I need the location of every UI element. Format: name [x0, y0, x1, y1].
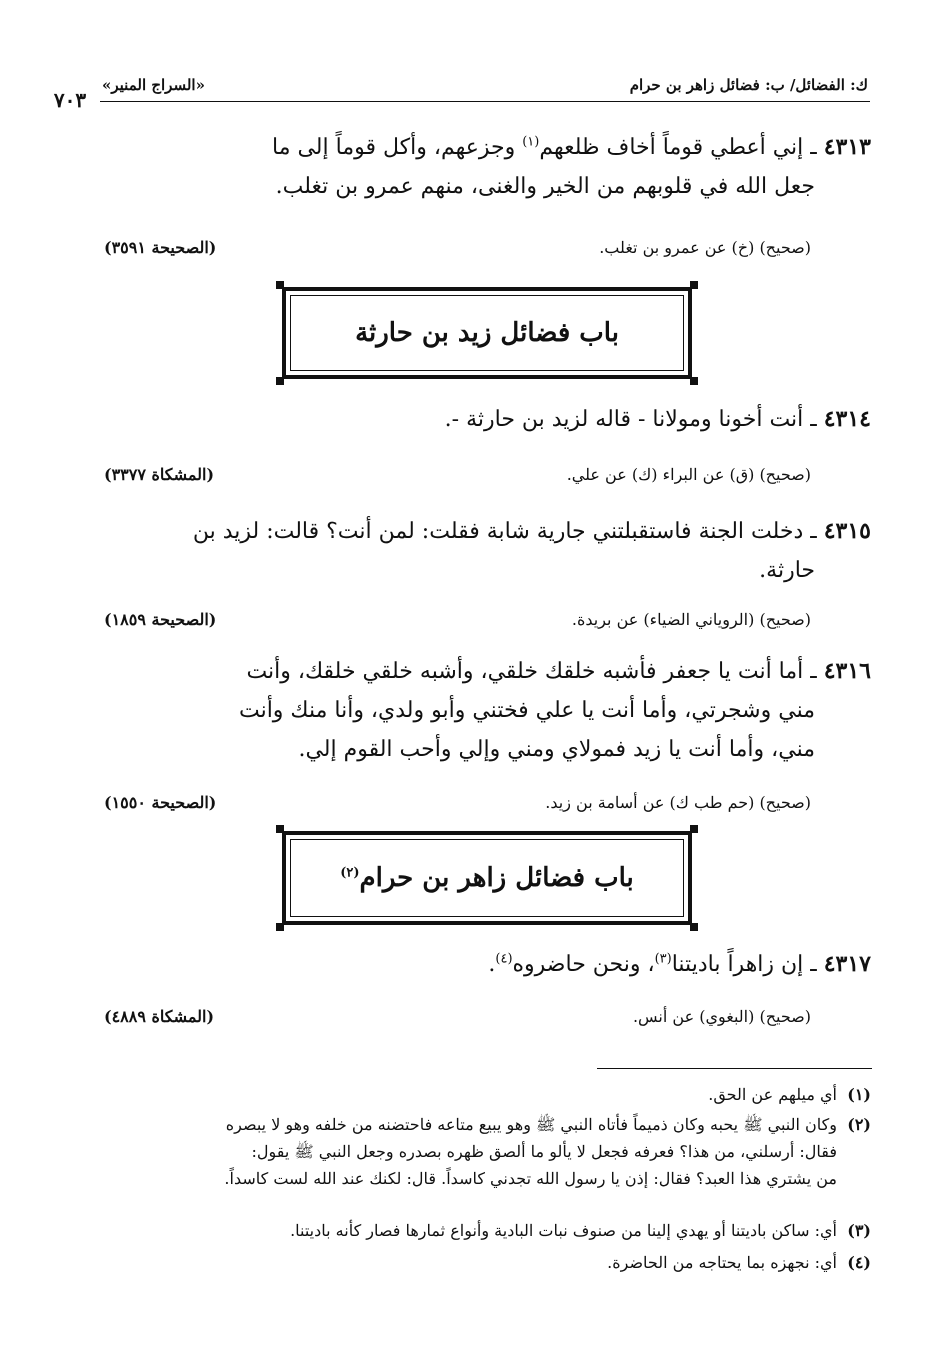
footnote-number: (٢): [847, 1115, 871, 1134]
hadith-text: ، ونحن حاضروه: [512, 952, 655, 977]
chapter-heading: [290, 295, 684, 371]
footnote-text-continued: فقال: أرسلني، من هذا؟ فعرفه فجعل لا يألو ما ألصق ظهره بصدره وجعل النبي ﷺ يقول:: [251, 1142, 837, 1161]
chapter-title: باب فضائل زيد بن حارثة: [355, 318, 619, 348]
footnote-3: [101, 1217, 871, 1244]
box-corner-ornament: [276, 825, 284, 833]
hadith-text: .: [488, 952, 496, 977]
header-chapter: ك: الفضائل/ ب: فضائل زاهر بن حرام: [629, 76, 868, 94]
hadith-number: ٤٣١٦: [823, 658, 871, 684]
box-corner-ornament: [276, 377, 284, 385]
box-corner-ornament: [690, 281, 698, 289]
footnote-1: [101, 1081, 871, 1108]
hadith-4317: [101, 945, 871, 984]
hadith-4313: [101, 128, 871, 206]
footnote-2: [101, 1111, 871, 1192]
box-corner-ornament: [276, 923, 284, 931]
hadith-text-continued: مني، وأما أنت يا زيد فمولاي ومني وإلي وأحب القوم إلي.: [298, 737, 815, 762]
hadith-reference: (الصحيحة ٣٥٩١): [104, 238, 217, 257]
chapter-heading: [290, 839, 684, 917]
chapter-title-text: باب فضائل زاهر بن حرام: [359, 863, 634, 893]
hadith-text: ـ أنت أخونا ومولانا - قاله لزيد بن حارثة -.: [444, 407, 817, 432]
footnote-number: (٣): [847, 1221, 871, 1240]
hadith-text: ـ إن زاهراً باديتنا: [671, 952, 817, 977]
footnote-mark: (١): [522, 134, 540, 150]
hadith-number: ٤٣١٥: [823, 518, 871, 544]
chapter-title: [340, 863, 634, 893]
hadith-text: ـ أما أنت يا جعفر فأشبه خلقك خلقي، وأشبه خلقي خلقك، وأنت: [246, 659, 817, 684]
footnote-number: (٤): [847, 1253, 871, 1272]
footnote-text: أي ميلهم عن الحق.: [708, 1085, 837, 1104]
hadith-reference: (الصحيحة ١٨٥٩): [104, 610, 217, 629]
hadith-reference: (المشكاة ٤٨٨٩): [104, 1007, 215, 1026]
footnote-text: أي: نجهزه بما يحتاجه من الحاضرة.: [607, 1253, 837, 1272]
footnote-4: [101, 1249, 871, 1276]
hadith-text-continued: مني وشجرتي، وأما أنت يا علي فختني وأبو ولدي، وأنا منك وأنت: [238, 698, 815, 723]
footnote-mark: (٤): [495, 951, 513, 967]
footnote-text: أي: ساكن باديتنا أو يهدي إلينا من صنوف نبات البادية وأنواع ثمارها فصار كأنه باديتنا.: [290, 1221, 837, 1240]
footnote-mark: (٣): [654, 951, 672, 967]
hadith-grade: (صحيح) (ق) عن البراء (ك) عن علي.: [566, 465, 811, 484]
hadith-number: ٤٣١٤: [823, 406, 871, 432]
hadith-grade: (صحيح) (الروياني الضياء) عن بريدة.: [571, 610, 811, 629]
hadith-text: وجزعهم، وأكل قوماً إلى ما: [271, 135, 523, 160]
hadith-text: ـ إني أعطي قوماً أخاف ظلعهم: [539, 135, 817, 160]
footnote-number: (١): [847, 1085, 871, 1104]
box-corner-ornament: [690, 923, 698, 931]
page-number: ٧٠٣: [53, 88, 87, 112]
hadith-grade: (صحيح) (حم طب ك) عن أسامة بن زيد.: [545, 793, 811, 812]
chapter-heading-box: [282, 287, 692, 379]
hadith-4316: [101, 652, 871, 769]
hadith-text: ـ دخلت الجنة فاستقبلتني جارية شابة فقلت: لمن أنت؟ قالت: لزيد بن: [192, 519, 817, 544]
hadith-number: ٤٣١٧: [823, 951, 871, 977]
footnote-divider: [597, 1068, 872, 1069]
box-corner-ornament: [276, 281, 284, 289]
hadith-reference: (الصحيحة ١٥٥٠): [104, 793, 217, 812]
header-book-title: «السراج المنير»: [102, 76, 205, 94]
hadith-text-continued: حارثة.: [759, 558, 815, 583]
footnote-text-continued: من يشتري هذا العبد؟ فقال: إذن يا رسول الله تجدني كاسداً. قال: لكنك عند الله لست كاسداً.: [224, 1169, 837, 1188]
box-corner-ornament: [690, 825, 698, 833]
hadith-4314: [101, 400, 871, 439]
chapter-heading-box: [282, 831, 692, 925]
hadith-reference: (المشكاة ٣٣٧٧): [104, 465, 215, 484]
hadith-text-continued: جعل الله في قلوبهم من الخير والغنى، منهم عمرو بن تغلب.: [275, 174, 815, 199]
box-corner-ornament: [690, 377, 698, 385]
hadith-grade: (صحيح) (خ) عن عمرو بن تغلب.: [599, 238, 811, 257]
running-header: [100, 70, 870, 102]
hadith-4315: [101, 512, 871, 590]
hadith-grade: (صحيح) (البغوي) عن أنس.: [632, 1007, 811, 1026]
footnote-text: وكان النبي ﷺ يحبه وكان ذميماً فأتاه النبي ﷺ وهو يبيع متاعه فاحتضنه من خلفه وهو لا يبصره: [225, 1115, 837, 1134]
hadith-number: ٤٣١٣: [823, 134, 871, 160]
footnote-mark: (٢): [340, 865, 360, 881]
